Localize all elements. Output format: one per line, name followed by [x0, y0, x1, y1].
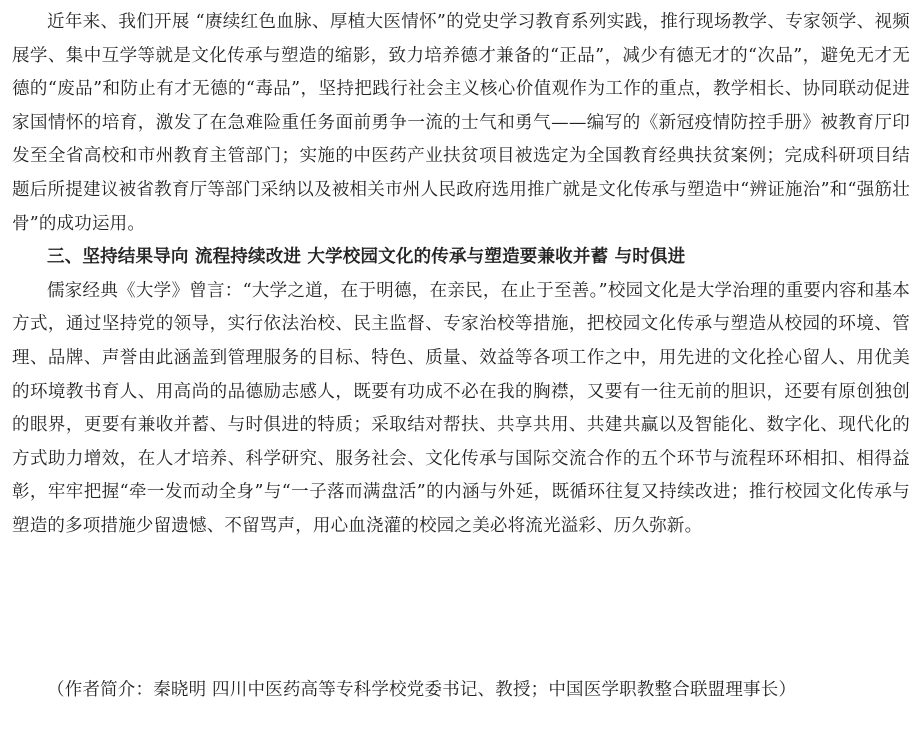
paragraph-culture-practice: 近年来、我们开展 “赓续红色血脉、厚植大医情怀”的党史学习教育系列实践，推行现场教学、专家领学、视频展学、集中互学等就是文化传承与塑造的缩影，致力培养德才兼备的“正品”，减少有德无才的“次品”，避免无才无德的“废品”和防止有才无德的“毒品”，坚持把践行社会主义核心价值观作为工作的重点，教学相长、协同联动促进家国情怀的培育，激发了在急难险重任务面前勇争一流的士气和勇气——编写的《新冠疫情防控手册》被教育厅印发至全省高校和市州教育主管部门；实施的中医药产业扶贫项目被选定为全国教育经典扶贫案例；完成科研项目结题后所提建议被省教育厅等部门采纳以及被相关市州人民政府选用推广就是文化传承与塑造中“辨证施治”和“强筋壮骨”的成功运用。: [12, 12, 910, 234]
author-note: （作者简介：秦晓明 四川中医药高等专科学校党委书记、教授；中国医学职教整合联盟理事长）: [47, 680, 797, 700]
section-heading-three: 三、坚持结果导向 流程持续改进 大学校园文化的传承与塑造要兼收并蓄 与时俱进: [47, 247, 686, 268]
article-body: [12, 6, 910, 544]
paragraph-confucian-classic: 儒家经典《大学》曾言：“大学之道，在于明德，在亲民，在止于至善。”校园文化是大学治理的重要内容和基本方式，通过坚持党的领导，实行依法治校、民主监督、专家治校等措施，把校园文化传承与塑造从校园的环境、管理、品牌、声誉由此涵盖到管理服务的目标、特色、质量、效益等各项工作之中，用先进的文化拴心留人、用优美的环境教书育人、用高尚的品德励志感人，既要有功成不必在我的胸襟，又要有一往无前的胆识，还要有原创独创的眼界，更要有兼收并蓄、与时俱进的特质；采取结对帮扶、共享共用、共建共赢以及智能化、数字化、现代化的方式助力增效，在人才培养、科学研究、服务社会、文化传承与国际交流合作的五个环节与流程环环相扣、相得益彰，牢牢把握“牵一发而动全身”与“一子落而满盘活”的内涵与外延，既循环往复又持续改进；推行校园文化传承与塑造的多项措施少留遗憾、不留骂声，用心血浇灌的校园之美必将流光溢彩、历久弥新。: [12, 280, 910, 536]
